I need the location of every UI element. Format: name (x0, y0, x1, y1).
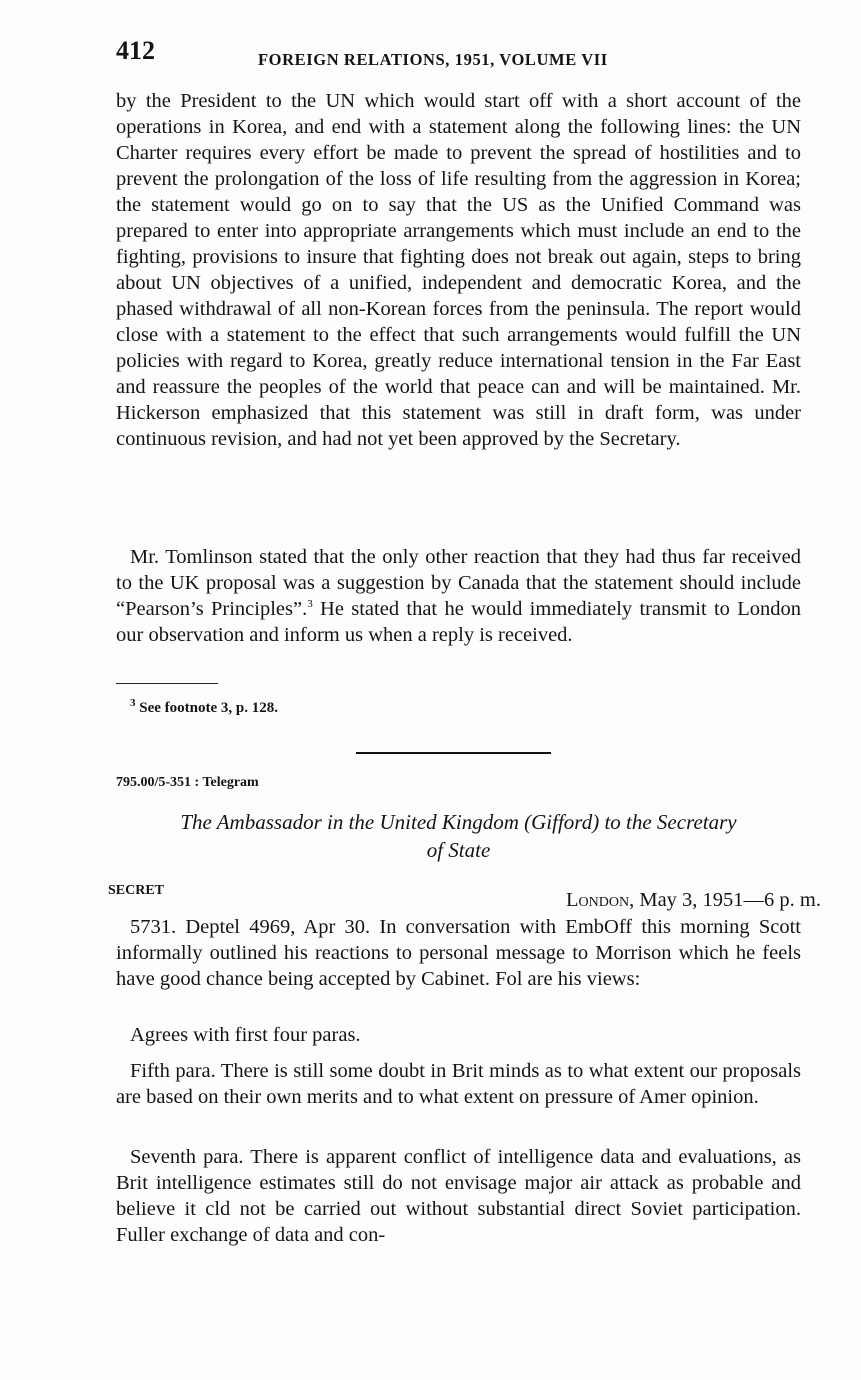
dateline (566, 889, 821, 912)
tomlinson-text-end: He stated that he would immediately transmit to London our observation and inform us when a reply is received. (116, 598, 802, 646)
footnote-text: See footnote 3, p. 128. (135, 700, 278, 716)
tomlinson-paragraph (116, 544, 801, 648)
telegram-paragraph-2: Agrees with first four paras. (130, 1024, 361, 1046)
section-divider (356, 752, 551, 754)
page-number: 412 (116, 36, 155, 65)
dateline-date: , May 3, 1951—6 p. m. (629, 889, 821, 911)
document-title-line2: of State (426, 838, 491, 862)
dateline-place: London (566, 889, 630, 911)
telegram-paragraph-4: Seventh para. There is apparent conflict of intelligence data and evaluations, as Brit intelligence estimates still do not envisage major air attack as probable and believe it cld not be carried out without substantial direct Soviet participation. Fuller exchange of data and con- (116, 1146, 801, 1246)
tomlinson-text: Mr. Tomlinson stated that the only other reaction that they had thus far received to the UK proposal was a suggestion by Canada that the statement should include “Pearson’s Principles”. (116, 546, 801, 620)
document-title-line1: The Ambassador in the United Kingdom (Gifford) to the Secretary (180, 810, 737, 834)
telegram-paragraph-3: Fifth para. There is still some doubt in Brit minds as to what extent our proposals are based on their own merits and to what extent on pressure of Amer opinion. (116, 1060, 801, 1108)
classification-label: SECRET (108, 883, 165, 898)
telegram-paragraph-1: 5731. Deptel 4969, Apr 30. In conversation with EmbOff this morning Scott informally outlined his reactions to personal message to Morrison which he feels have good chance being accepted by Cabinet. Fol are his views: (116, 916, 801, 990)
page-header (116, 36, 801, 76)
footnote (130, 697, 278, 717)
footnote-reference: 3 (307, 598, 313, 611)
document-title (116, 808, 801, 864)
footnote-divider (116, 683, 218, 684)
document-file-reference: 795.00/5-351 : Telegram (116, 775, 259, 790)
running-title: FOREIGN RELATIONS, 1951, VOLUME VII (258, 50, 608, 69)
continuation-paragraph: by the President to the UN which would start off with a short account of the operations in Korea, and end with a statement along the following lines: the UN Charter requires every effort be made to prevent the spread of hostilities and to prevent the prolongation of the loss of life resulting from the aggression in Korea; the statement would go on to say that the US as the Unified Command was prepared to enter into appropriate arrangements which must include an end to the fighting, provisions to insure that fighting does not break out again, steps to bring about UN objectives of a unified, independent and democratic Korea, and the phased withdrawal of all non-Korean forces from the peninsula. The report would close with a statement to the effect that such arrangements would fulfill the UN policies with regard to Korea, greatly reduce international tension in the Far East and reassure the peoples of the world that peace can and will be maintained. Mr. Hickerson emphasized that this statement was still in draft form, was under continuous revision, and had not yet been approved by the Secretary. (116, 90, 801, 450)
footnote-marker: 3 (130, 697, 136, 709)
